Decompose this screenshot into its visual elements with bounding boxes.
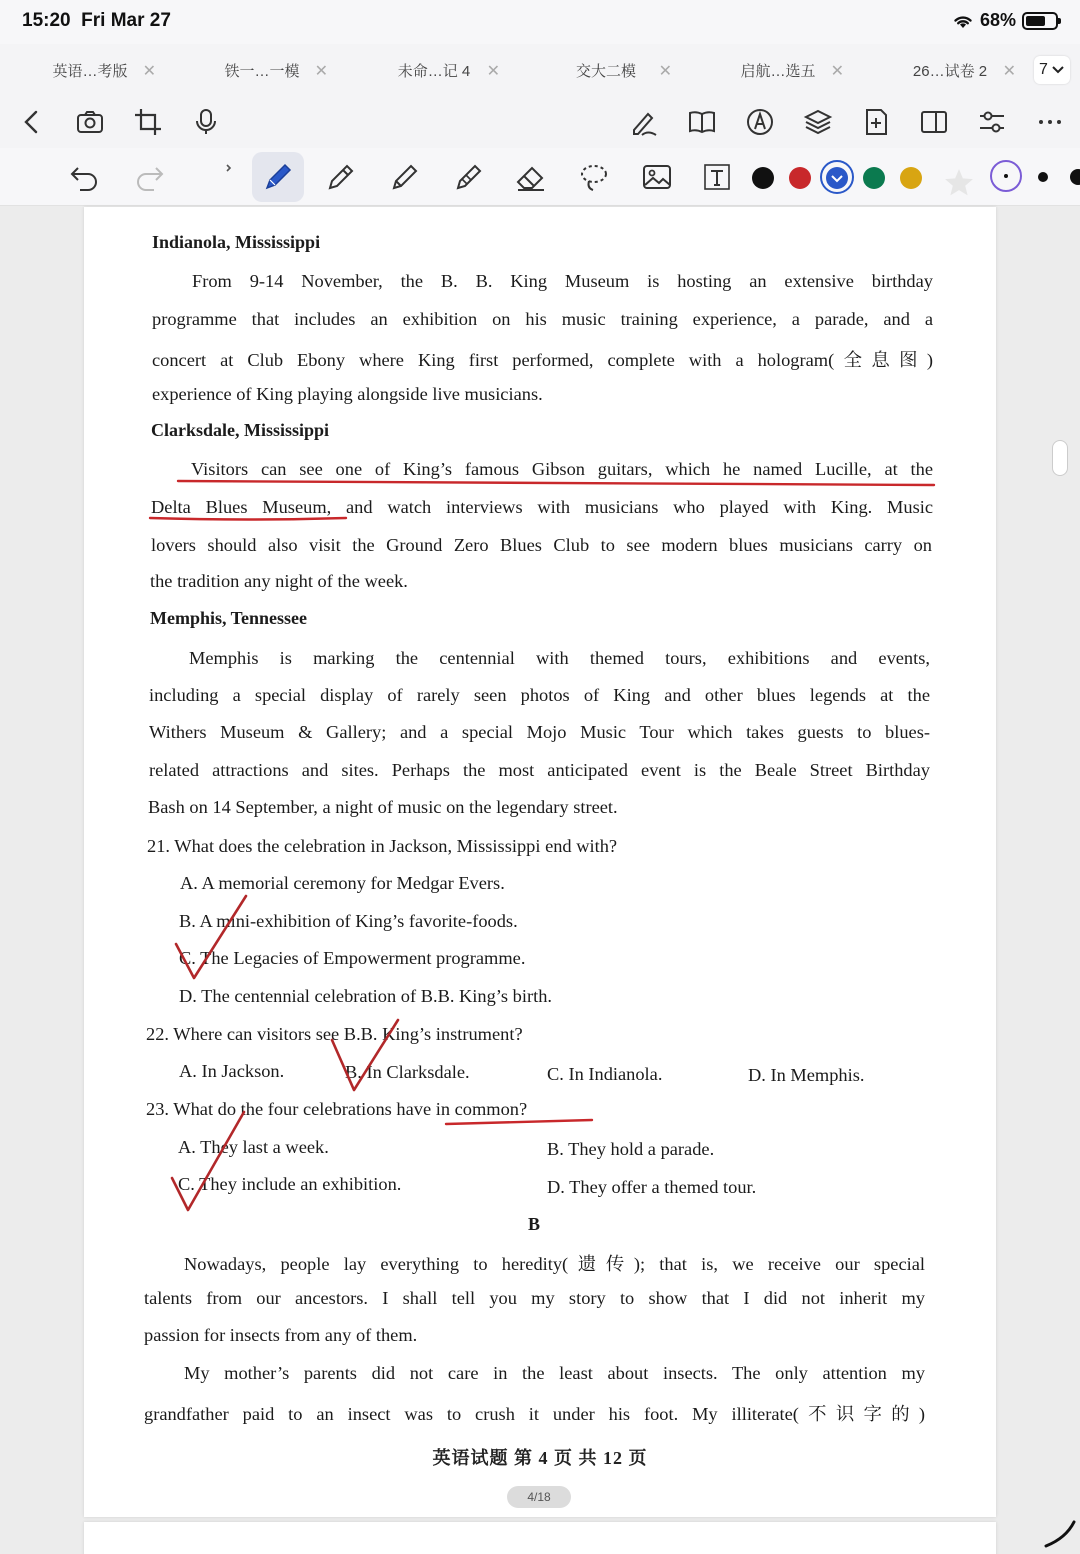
image-icon[interactable]	[640, 160, 674, 194]
document-tab[interactable]	[520, 44, 692, 96]
answer-option: B. A mini-exhibition of King’s favorite-foods.	[179, 911, 518, 931]
paragraph-line: Bash on 14 September, a night of music on the legendary street.	[148, 797, 618, 817]
pen-stroke	[1046, 1522, 1074, 1546]
color-swatch-yellow[interactable]	[900, 167, 922, 189]
close-icon[interactable]: ✕	[142, 63, 156, 80]
pencil-icon[interactable]	[388, 160, 422, 194]
wifi-icon	[952, 13, 974, 29]
paragraph-line: programme that includes an exhibition on his music training experience, a parade, and a	[152, 309, 933, 329]
camera-icon[interactable]	[74, 106, 106, 138]
close-icon[interactable]: ✕	[314, 63, 328, 80]
microphone-icon[interactable]	[190, 106, 222, 138]
paragraph-line: Delta Blues Museum, and watch interviews with musicians who played with King. Music	[151, 497, 933, 517]
section-heading: Clarksdale, Mississippi	[151, 420, 330, 440]
stroke-size-small[interactable]	[990, 160, 1022, 192]
color-swatch-black[interactable]	[752, 167, 774, 189]
split-view-icon[interactable]	[918, 106, 950, 138]
tab-label: 交大二模	[575, 62, 636, 80]
scroll-handle[interactable]	[1052, 440, 1068, 476]
redo-icon[interactable]	[132, 160, 166, 194]
answer-option: D. They offer a themed tour.	[547, 1177, 757, 1197]
document-tab[interactable]	[864, 44, 1036, 96]
paragraph-line: From 9-14 November, the B. B. King Museum is hosting an extensive birthday	[192, 271, 933, 291]
undo-icon[interactable]	[68, 160, 102, 194]
back-icon[interactable]	[16, 106, 48, 138]
answer-option: A. In Jackson.	[179, 1061, 285, 1081]
answer-option: C. They include an exhibition.	[178, 1174, 402, 1194]
more-icon[interactable]	[1034, 106, 1066, 138]
battery-icon	[1022, 12, 1058, 30]
pen-icon[interactable]	[324, 160, 358, 194]
pen-toolbar	[0, 148, 1080, 206]
page-indicator: 4/18	[507, 1486, 571, 1508]
annotate-icon[interactable]	[744, 106, 776, 138]
section-heading: Indianola, Mississippi	[152, 232, 321, 252]
section-heading: Memphis, Tennessee	[150, 608, 308, 628]
chevron-down-icon	[1051, 65, 1065, 75]
favorite-star-icon[interactable]	[942, 166, 964, 188]
paragraph-line: Visitors can see one of King’s famous Gibson guitars, which he named Lucille, at the	[191, 459, 933, 479]
status-time: 15:20 Fri Mar 27	[22, 10, 171, 31]
text-box-icon[interactable]	[700, 160, 734, 194]
settings-sliders-icon[interactable]	[976, 106, 1008, 138]
checkmark-icon	[829, 171, 845, 185]
lasso-icon[interactable]	[577, 160, 611, 194]
paragraph-line: including a special display of rarely seen photos of King and other blues legends at the	[149, 685, 930, 705]
question-21: 21. What does the celebration in Jackson, Mississippi end with?	[147, 836, 618, 856]
answer-option: A. They last a week.	[178, 1137, 329, 1157]
page-footer: 英语试题 第 4 页 共 12 页	[432, 1448, 648, 1468]
paragraph-line: grandfather paid to an insect was to crush it under his foot. My illiterate(不识字的)	[144, 1404, 925, 1424]
battery-percent: 68%	[979, 10, 1016, 30]
paragraph-line: passion for insects from any of them.	[144, 1325, 418, 1345]
answer-option: B. In Clarksdale.	[345, 1062, 470, 1082]
color-swatch-green[interactable]	[863, 167, 885, 189]
question-23: 23. What do the four celebrations have in common?	[146, 1099, 528, 1119]
paragraph-line: talents from our ancestors. I shall tell you my story to show that I did not inherit my	[144, 1288, 925, 1308]
tab-label: 英语…考版	[52, 62, 128, 80]
paragraph-line: lovers should also visit the Ground Zero Blues Club to see modern blues musicians carry on	[151, 535, 932, 555]
answer-option: C. In Indianola.	[547, 1064, 663, 1084]
paragraph-line: related attractions and sites. Perhaps the most anticipated event is the Beale Street Birthday	[149, 760, 930, 780]
book-icon[interactable]	[686, 106, 718, 138]
tab-label: 铁一…一模	[224, 62, 300, 80]
color-swatch-red[interactable]	[789, 167, 811, 189]
crop-icon[interactable]	[132, 106, 164, 138]
tab-count-button[interactable]	[1034, 56, 1070, 84]
tab-label: 未命…记 4	[397, 62, 471, 80]
collapse-icon[interactable]	[218, 160, 252, 194]
tab-label: 启航…选五	[740, 62, 816, 80]
close-icon[interactable]: ✕	[486, 63, 500, 80]
tab-count: 7	[1039, 61, 1048, 78]
status-bar	[0, 0, 1080, 44]
answer-option: D. In Memphis.	[748, 1065, 865, 1085]
status-right	[952, 10, 1058, 31]
document-tab[interactable]	[176, 44, 348, 96]
document-tab[interactable]	[692, 44, 864, 96]
fountain-pen-icon[interactable]	[261, 160, 295, 194]
section-heading: B	[528, 1214, 541, 1234]
paragraph-line: Withers Museum & Gallery; and a special Mojo Music Tour which takes guests to blues-	[149, 722, 930, 742]
stroke-size-medium[interactable]	[1038, 172, 1048, 182]
close-icon[interactable]: ✕	[658, 63, 672, 80]
stroke-size-large[interactable]	[1070, 169, 1080, 185]
next-document-page[interactable]	[84, 1522, 996, 1554]
close-icon[interactable]: ✕	[1002, 63, 1016, 80]
paragraph-line: experience of King playing alongside live musicians.	[152, 384, 543, 404]
close-icon[interactable]: ✕	[830, 63, 844, 80]
answer-option: D. The centennial celebration of B.B. King’s birth.	[179, 986, 553, 1006]
paragraph-line: Nowadays, people lay everything to heredity(遗传); that is, we receive our special	[184, 1254, 925, 1274]
document-tab[interactable]	[4, 44, 176, 96]
handwriting-icon[interactable]	[628, 106, 660, 138]
paragraph-line: Memphis is marking the centennial with themed tours, exhibitions and events,	[189, 648, 930, 668]
highlighter-icon[interactable]	[452, 160, 486, 194]
layers-icon[interactable]	[802, 106, 834, 138]
tab-label: 26…试卷 2	[912, 62, 988, 80]
add-page-icon[interactable]	[860, 106, 892, 138]
paragraph-line: My mother’s parents did not care in the least about insects. The only attention my	[184, 1363, 925, 1383]
eraser-icon[interactable]	[514, 160, 548, 194]
tab-bar	[0, 44, 1080, 96]
question-22: 22. Where can visitors see B.B. King’s instrument?	[146, 1024, 523, 1044]
answer-option: A. A memorial ceremony for Medgar Evers.	[180, 873, 505, 893]
paragraph-line: the tradition any night of the week.	[150, 571, 408, 591]
answer-option: B. They hold a parade.	[547, 1139, 715, 1159]
document-tab[interactable]	[348, 44, 520, 96]
answer-option: C. The Legacies of Empowerment programme.	[179, 948, 526, 968]
paragraph-line: concert at Club Ebony where King first performed, complete with a hologram(全息图)	[152, 350, 933, 370]
main-toolbar	[0, 96, 1080, 148]
